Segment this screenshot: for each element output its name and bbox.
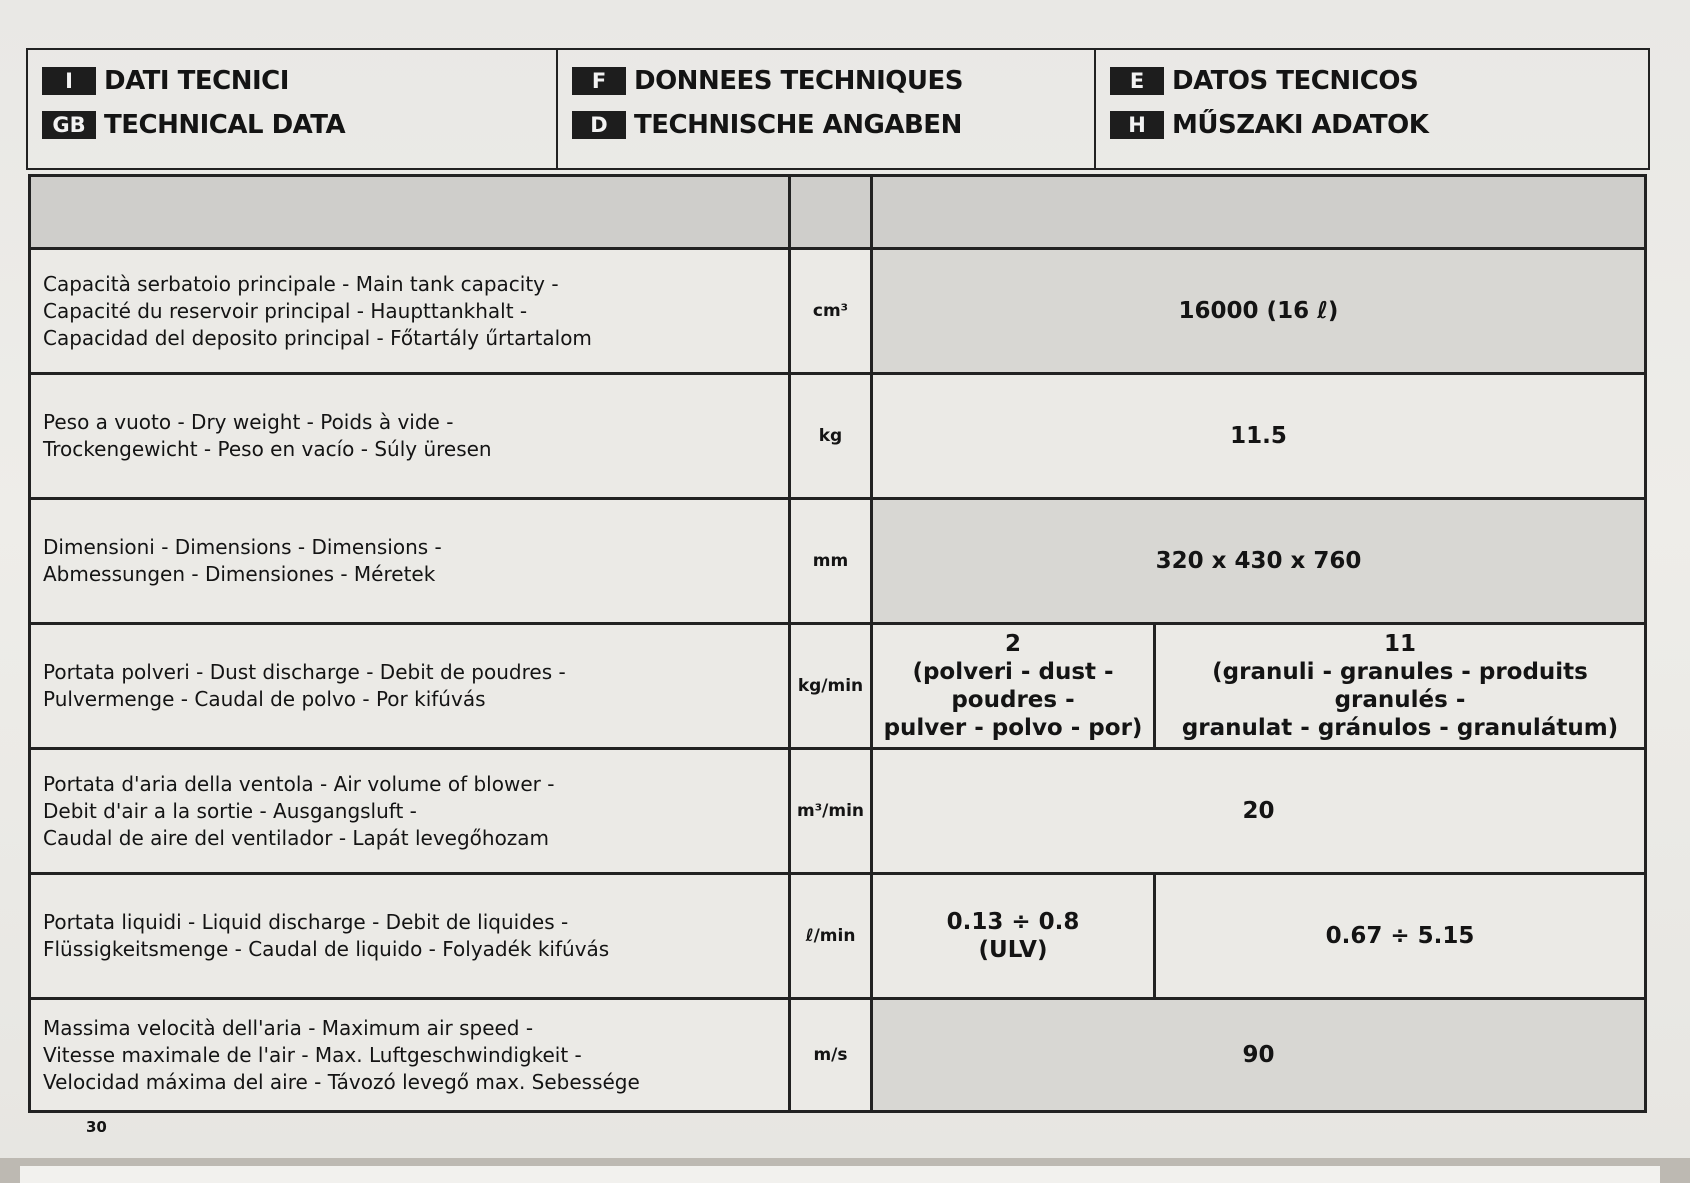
description-line: Caudal de aire del ventilador - Lapát levegőhozam [43, 825, 550, 850]
table-row [30, 749, 1646, 874]
table-row [30, 999, 1646, 1112]
spec-value-dust [872, 624, 1155, 749]
description-line: Dimensioni - Dimensions - Dimensions - [43, 535, 442, 559]
spec-value-granules [1155, 624, 1646, 749]
description-line: Capacità serbatoio principale - Main tank capacity - [43, 271, 559, 296]
description-line: Abmessungen - Dimensiones - Méretek [43, 562, 436, 586]
language-header [26, 48, 1650, 170]
spec-description [30, 749, 790, 874]
language-heading-french [572, 64, 1094, 98]
description-line: Portata liquidi - Liquid discharge - Debit de liquides - [43, 910, 569, 934]
language-heading-hungarian [1110, 108, 1648, 142]
value-line: granulat - gránulos - granulátum) [1181, 715, 1619, 741]
spec-unit: m/s [790, 999, 872, 1112]
value-line: (granuli - granules - produits granulés - [1212, 659, 1588, 713]
description-line: Pulvermenge - Caudal de polvo - Por kifúvás [43, 687, 486, 711]
language-heading-spanish [1110, 64, 1648, 98]
section-title: DONNEES TECHNIQUES [634, 66, 963, 96]
spec-unit: kg/min [790, 624, 872, 749]
value-line: 0.13 ÷ 0.8 [946, 909, 1080, 935]
section-title: DATI TECNICI [104, 66, 289, 96]
value-line: 11 [1383, 631, 1416, 657]
description-line: Vitesse maximale de l'air - Max. Luftgeschwindigkeit - [43, 1042, 582, 1067]
section-title: TECHNICAL DATA [104, 110, 346, 140]
spec-description [30, 874, 790, 999]
language-code-badge: I [42, 67, 96, 95]
technical-data-table [28, 174, 1647, 1113]
value-line: pulver - polvo - por) [883, 715, 1143, 741]
header-cell [872, 176, 1646, 249]
language-heading-italian [42, 64, 556, 98]
table-row [30, 624, 1646, 749]
header-column-1 [28, 50, 558, 168]
spec-unit: mm [790, 499, 872, 624]
table-row [30, 499, 1646, 624]
description-line: Debit d'air a la sortie - Ausgangsluft - [43, 798, 417, 823]
value-line: (ULV) [978, 937, 1048, 963]
spec-value-ulv [872, 874, 1155, 999]
language-code-badge: D [572, 111, 626, 139]
language-code-badge: GB [42, 111, 96, 139]
table-row [30, 374, 1646, 499]
spec-description [30, 499, 790, 624]
language-heading-german [572, 108, 1094, 142]
spec-unit: m³/min [790, 749, 872, 874]
spec-value-standard: 0.67 ÷ 5.15 [1155, 874, 1646, 999]
table-row [30, 249, 1646, 374]
header-cell [790, 176, 872, 249]
table-header-row [30, 176, 1646, 249]
section-title: TECHNISCHE ANGABEN [634, 110, 962, 140]
language-code-badge: E [1110, 67, 1164, 95]
spec-description [30, 374, 790, 499]
spec-description [30, 624, 790, 749]
spec-value: 16000 (16 ℓ) [872, 249, 1646, 374]
description-line: Flüssigkeitsmenge - Caudal de liquido - Folyadék kifúvás [43, 937, 610, 961]
next-page-edge [0, 1158, 1690, 1183]
description-line: Trockengewicht - Peso en vacío - Súly üresen [43, 437, 492, 461]
description-line: Peso a vuoto - Dry weight - Poids à vide - [43, 410, 454, 434]
spec-description [30, 249, 790, 374]
description-line: Portata polveri - Dust discharge - Debit de poudres - [43, 660, 566, 684]
section-title: MŰSZAKI ADATOK [1172, 110, 1429, 140]
language-code-badge: H [1110, 111, 1164, 139]
spec-unit: kg [790, 374, 872, 499]
table-row [30, 874, 1646, 999]
spec-value: 320 x 430 x 760 [872, 499, 1646, 624]
description-line: Velocidad máxima del aire - Távozó levegő max. Sebessége [43, 1069, 640, 1094]
section-title: DATOS TECNICOS [1172, 66, 1419, 96]
spec-unit: ℓ/min [790, 874, 872, 999]
description-line: Massima velocità dell'aria - Maximum air speed - [43, 1015, 534, 1040]
description-line: Capacité du reservoir principal - Haupttankhalt - [43, 298, 528, 323]
spec-value: 90 [872, 999, 1646, 1112]
spec-unit: cm³ [790, 249, 872, 374]
language-heading-english [42, 108, 556, 142]
spec-value: 11.5 [872, 374, 1646, 499]
value-line: (polveri - dust - poudres - [912, 659, 1114, 713]
description-line: Capacidad del deposito principal - Főtartály űrtartalom [43, 325, 592, 350]
spec-value: 20 [872, 749, 1646, 874]
header-cell [30, 176, 790, 249]
value-line: 2 [1004, 631, 1021, 657]
header-column-3 [1096, 50, 1648, 168]
page-number: 30 [86, 1118, 107, 1136]
next-page-sheet [20, 1166, 1660, 1183]
spec-description [30, 999, 790, 1112]
header-column-2 [558, 50, 1096, 168]
description-line: Portata d'aria della ventola - Air volume of blower - [43, 771, 555, 796]
language-code-badge: F [572, 67, 626, 95]
